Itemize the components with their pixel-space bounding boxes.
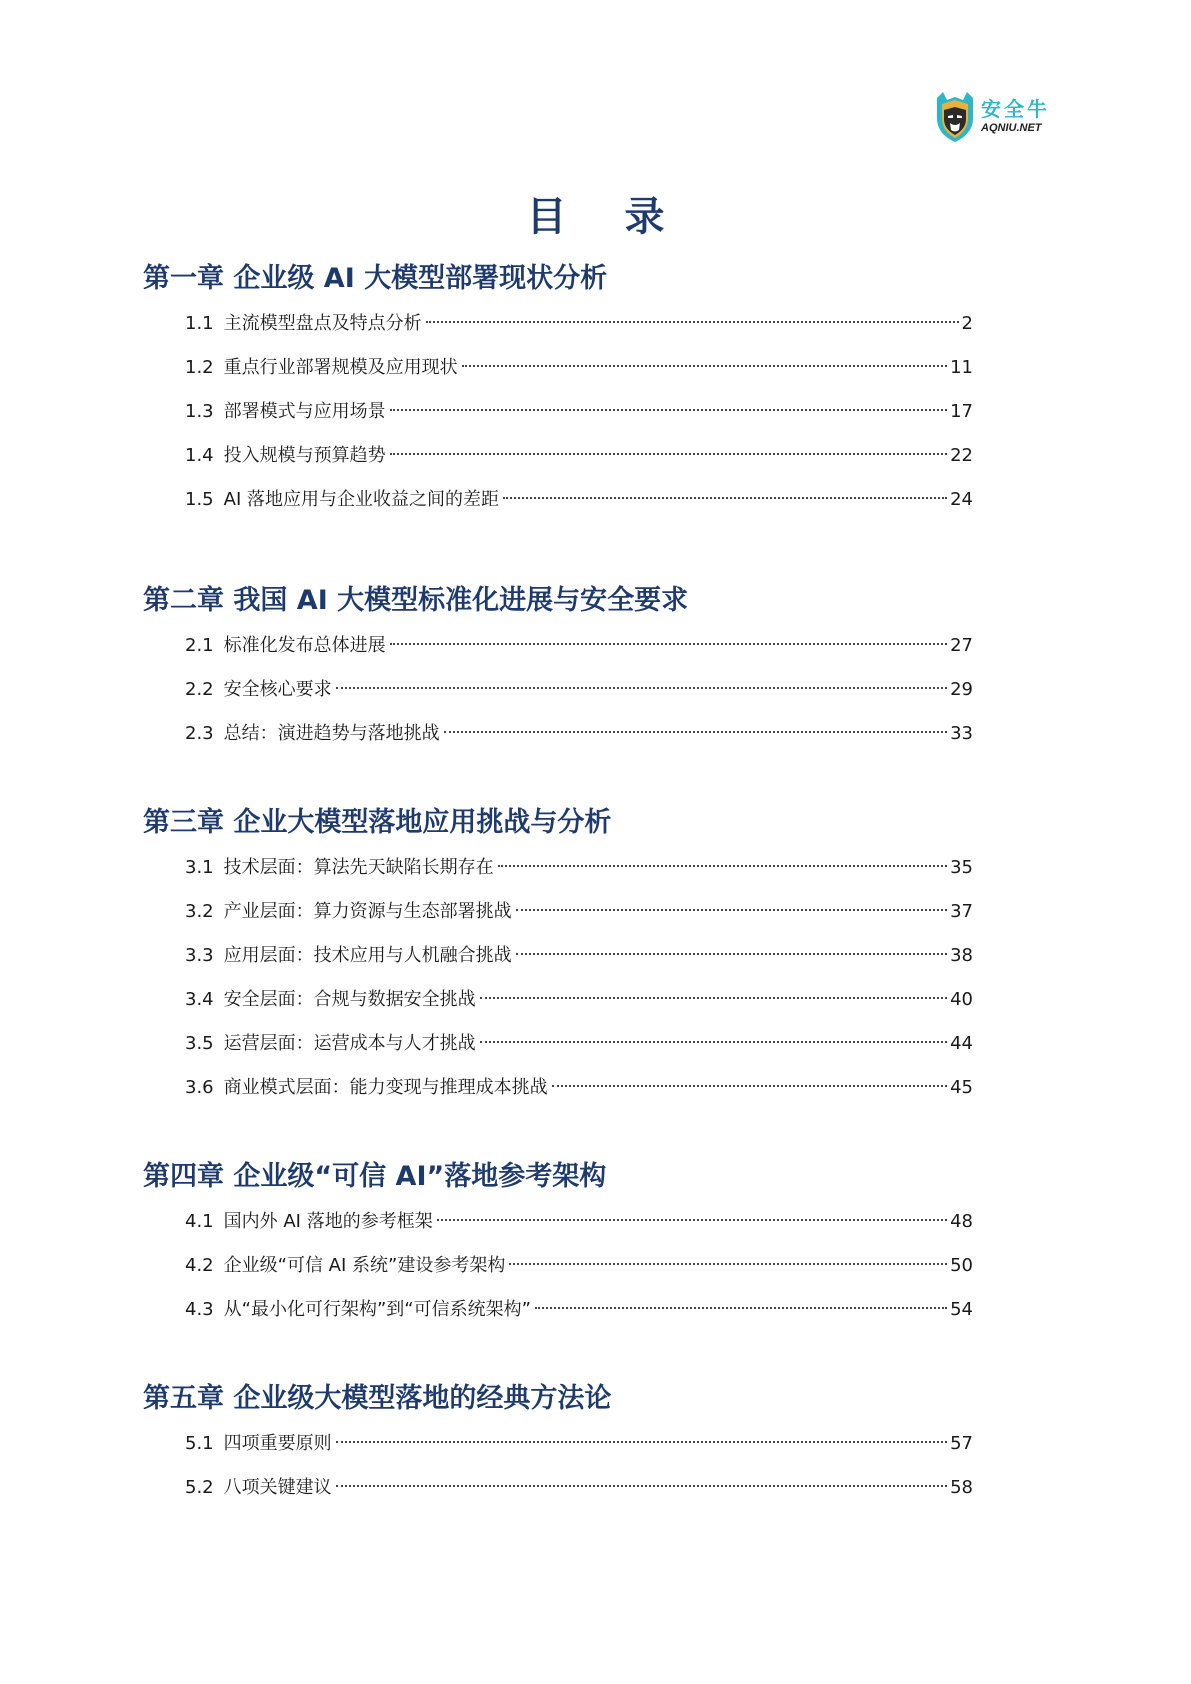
brand-logo (933, 86, 1063, 146)
toc-entry[interactable] (185, 934, 973, 978)
entry-page: 11 (950, 357, 973, 378)
dot-leader (516, 953, 947, 955)
toc-entry[interactable] (185, 302, 973, 346)
entry-number: 3.4 (185, 989, 214, 1010)
chapter-title[interactable]: 第二章 我国 AI 大模型标准化进展与安全要求 (143, 585, 689, 616)
helmet-shield-icon (933, 88, 977, 144)
entry-number: 3.2 (185, 901, 214, 922)
entry-number: 3.1 (185, 857, 214, 878)
toc-chapter (143, 1382, 983, 1510)
entry-page: 37 (950, 901, 973, 922)
entry-page: 29 (950, 679, 973, 700)
dot-leader (336, 1485, 947, 1487)
toc-chapter (143, 1160, 983, 1332)
entry-number: 1.2 (185, 357, 214, 378)
entry-label: 商业模式层面：能力变现与推理成本挑战 (223, 1077, 548, 1098)
chapter-title[interactable]: 第一章 企业级 AI 大模型部署现状分析 (143, 263, 608, 294)
entry-number: 1.1 (185, 313, 214, 334)
entry-page: 44 (950, 1033, 973, 1054)
entry-label: 标准化发布总体进展 (223, 635, 386, 656)
entry-page: 58 (950, 1477, 973, 1498)
entry-label: 八项关键建议 (223, 1477, 332, 1498)
dot-leader (535, 1307, 947, 1309)
toc-entry[interactable] (185, 1200, 973, 1244)
logo-name-en: AQNIU.NET (981, 122, 1042, 134)
entry-number: 2.3 (185, 723, 214, 744)
entry-page: 38 (950, 945, 973, 966)
toc-entry[interactable] (185, 668, 973, 712)
toc-entry[interactable] (185, 624, 973, 668)
dot-leader (509, 1263, 947, 1265)
toc-entry[interactable] (185, 1466, 973, 1510)
dot-leader (390, 643, 947, 645)
chapter-title[interactable]: 第四章 企业级“可信 AI”落地参考架构 (143, 1161, 607, 1192)
toc-chapter (143, 806, 983, 1110)
entry-page: 22 (950, 445, 973, 466)
entry-page: 50 (950, 1255, 973, 1276)
entry-label: 运营层面：运营成本与人才挑战 (223, 1033, 476, 1054)
dot-leader (426, 321, 959, 323)
entry-page: 57 (950, 1433, 973, 1454)
entry-page: 24 (950, 489, 973, 510)
toc-entry[interactable] (185, 1288, 973, 1332)
toc-entries (143, 1200, 983, 1332)
page-title: 目 录 (526, 194, 687, 240)
toc-entries (143, 1422, 983, 1510)
dot-leader (503, 497, 947, 499)
entry-page: 40 (950, 989, 973, 1010)
entry-label: AI 落地应用与企业收益之间的差距 (223, 489, 499, 510)
entry-label: 总结：演进趋势与落地挑战 (223, 723, 440, 744)
toc-chapter (143, 584, 983, 756)
toc-entry[interactable] (185, 1066, 973, 1110)
entry-page: 27 (950, 635, 973, 656)
entry-label: 安全层面：合规与数据安全挑战 (223, 989, 476, 1010)
dot-leader (444, 731, 947, 733)
dot-leader (437, 1219, 947, 1221)
entry-number: 4.2 (185, 1255, 214, 1276)
chapter-title[interactable]: 第五章 企业级大模型落地的经典方法论 (143, 1383, 612, 1414)
toc-entry[interactable] (185, 1422, 973, 1466)
dot-leader (336, 1441, 947, 1443)
toc-chapter (143, 262, 983, 522)
entry-number: 1.3 (185, 401, 214, 422)
entry-number: 4.3 (185, 1299, 214, 1320)
entry-page: 33 (950, 723, 973, 744)
toc-entry[interactable] (185, 846, 973, 890)
toc-entry[interactable] (185, 890, 973, 934)
entry-page: 48 (950, 1211, 973, 1232)
toc-entry[interactable] (185, 978, 973, 1022)
entry-label: 国内外 AI 落地的参考框架 (223, 1211, 433, 1232)
entry-label: 安全核心要求 (223, 679, 332, 700)
chapter-title[interactable]: 第三章 企业大模型落地应用挑战与分析 (143, 807, 612, 838)
logo-name-cn: 安全牛 (981, 97, 1050, 121)
entry-label: 产业层面：算力资源与生态部署挑战 (223, 901, 512, 922)
entry-number: 1.5 (185, 489, 214, 510)
entry-page: 45 (950, 1077, 973, 1098)
entry-label: 技术层面：算法先天缺陷长期存在 (223, 857, 494, 878)
dot-leader (390, 409, 947, 411)
toc-entry[interactable] (185, 478, 973, 522)
toc-entry[interactable] (185, 390, 973, 434)
toc-entry[interactable] (185, 712, 973, 756)
toc-entry[interactable] (185, 1244, 973, 1288)
entry-label: 投入规模与预算趋势 (223, 445, 386, 466)
dot-leader (516, 909, 947, 911)
entry-page: 2 (961, 313, 973, 334)
entry-number: 5.2 (185, 1477, 214, 1498)
dot-leader (480, 1041, 947, 1043)
entry-number: 1.4 (185, 445, 214, 466)
entry-label: 重点行业部署规模及应用现状 (223, 357, 458, 378)
entry-number: 3.3 (185, 945, 214, 966)
entry-page: 54 (950, 1299, 973, 1320)
toc-entries (143, 846, 983, 1110)
toc-entry[interactable] (185, 346, 973, 390)
entry-label: 企业级“可信 AI 系统”建设参考架构 (223, 1255, 506, 1276)
entry-label: 四项重要原则 (223, 1433, 332, 1454)
entry-label: 部署模式与应用场景 (223, 401, 386, 422)
entry-number: 2.2 (185, 679, 214, 700)
entry-page: 17 (950, 401, 973, 422)
dot-leader (462, 365, 947, 367)
dot-leader (390, 453, 947, 455)
dot-leader (498, 865, 947, 867)
entry-number: 4.1 (185, 1211, 214, 1232)
toc-entries (143, 302, 983, 522)
entry-label: 从“最小化可行架构”到“可信系统架构” (223, 1299, 531, 1320)
entry-number: 3.5 (185, 1033, 214, 1054)
dot-leader (480, 997, 947, 999)
entry-number: 5.1 (185, 1433, 214, 1454)
toc-entry[interactable] (185, 1022, 973, 1066)
toc-entry[interactable] (185, 434, 973, 478)
dot-leader (552, 1085, 947, 1087)
entry-label: 应用层面：技术应用与人机融合挑战 (223, 945, 512, 966)
entry-number: 2.1 (185, 635, 214, 656)
toc-entries (143, 624, 983, 756)
entry-page: 35 (950, 857, 973, 878)
entry-number: 3.6 (185, 1077, 214, 1098)
entry-label: 主流模型盘点及特点分析 (223, 313, 422, 334)
dot-leader (336, 687, 947, 689)
